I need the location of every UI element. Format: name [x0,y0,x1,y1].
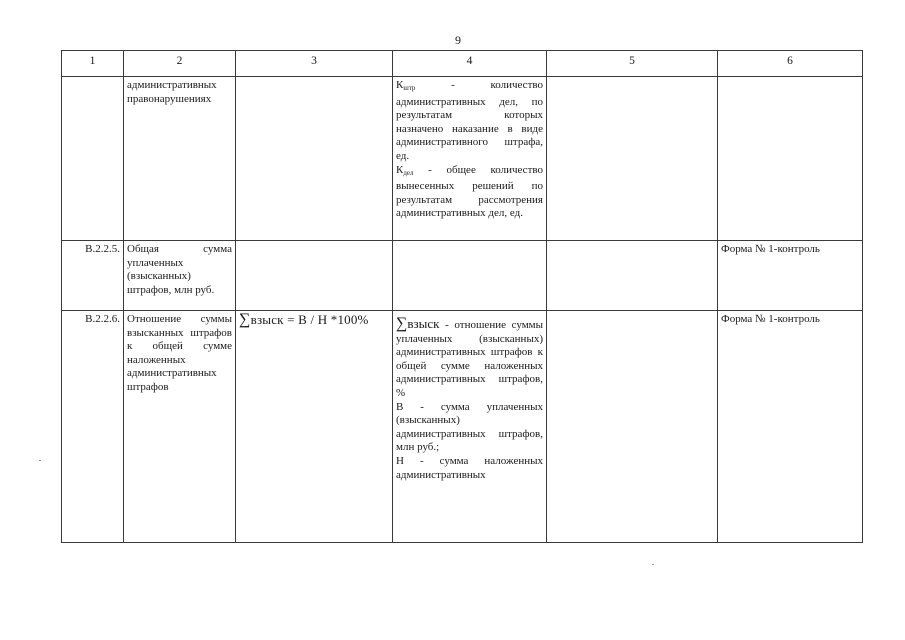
indicator-code [62,77,124,241]
h-definition: Н - сумма наложенных административных [396,454,543,481]
sum-definition: ∑взыск - отношение суммы уплаченных (взысканных) административных штрафов к общей сумме наложенных административных штрафов, % [396,315,543,399]
data-source [718,77,863,241]
indicator-description [393,241,547,311]
indicator-formula [236,241,393,311]
column-header: 6 [718,51,863,77]
indicator-table [61,50,863,543]
column-header: 1 [62,51,124,77]
indicator-formula: ∑взыск = В / Н *100% [236,311,393,543]
indicator-description [393,311,547,543]
data-source: Форма № 1-контроль [718,311,863,543]
page-number: 9 [455,33,461,47]
indicator-code: В.2.2.6. [62,311,124,543]
indicator-name: административных правонарушениях [124,77,236,241]
indicator-name: Отношение суммы взысканных штрафов к общей сумме наложенных административных штрафов [124,311,236,543]
indicator-description [393,77,547,241]
b-definition: В - сумма уплаченных (взысканных) административных штрафов, млн руб.; [396,400,543,454]
column-5-cell [547,241,718,311]
table-row [62,311,863,543]
table-row [62,241,863,311]
indicator-name: Общая сумма уплаченных (взысканных) штрафов, млн руб. [124,241,236,311]
indicator-code: В.2.2.5. [62,241,124,311]
table-header-row [62,51,863,77]
indicator-formula [236,77,393,241]
data-source: Форма № 1-контроль [718,241,863,311]
column-header: 4 [393,51,547,77]
column-header: 2 [124,51,236,77]
table-row [62,77,863,241]
k-shtr-definition: $К_{штр}$ - количество административных дел, по результатам которых назначено наказание в виде административного штрафа, ед. [396,79,543,162]
column-header: 5 [547,51,718,77]
column-5-cell [547,77,718,241]
column-header: 3 [236,51,393,77]
scan-speck [39,460,41,461]
column-5-cell [547,311,718,543]
k-del-definition: $К_{дел}$ - общее количество вынесенных решений по результатам рассмотрения административных дел, ед. [396,163,543,220]
scan-speck [652,564,654,565]
